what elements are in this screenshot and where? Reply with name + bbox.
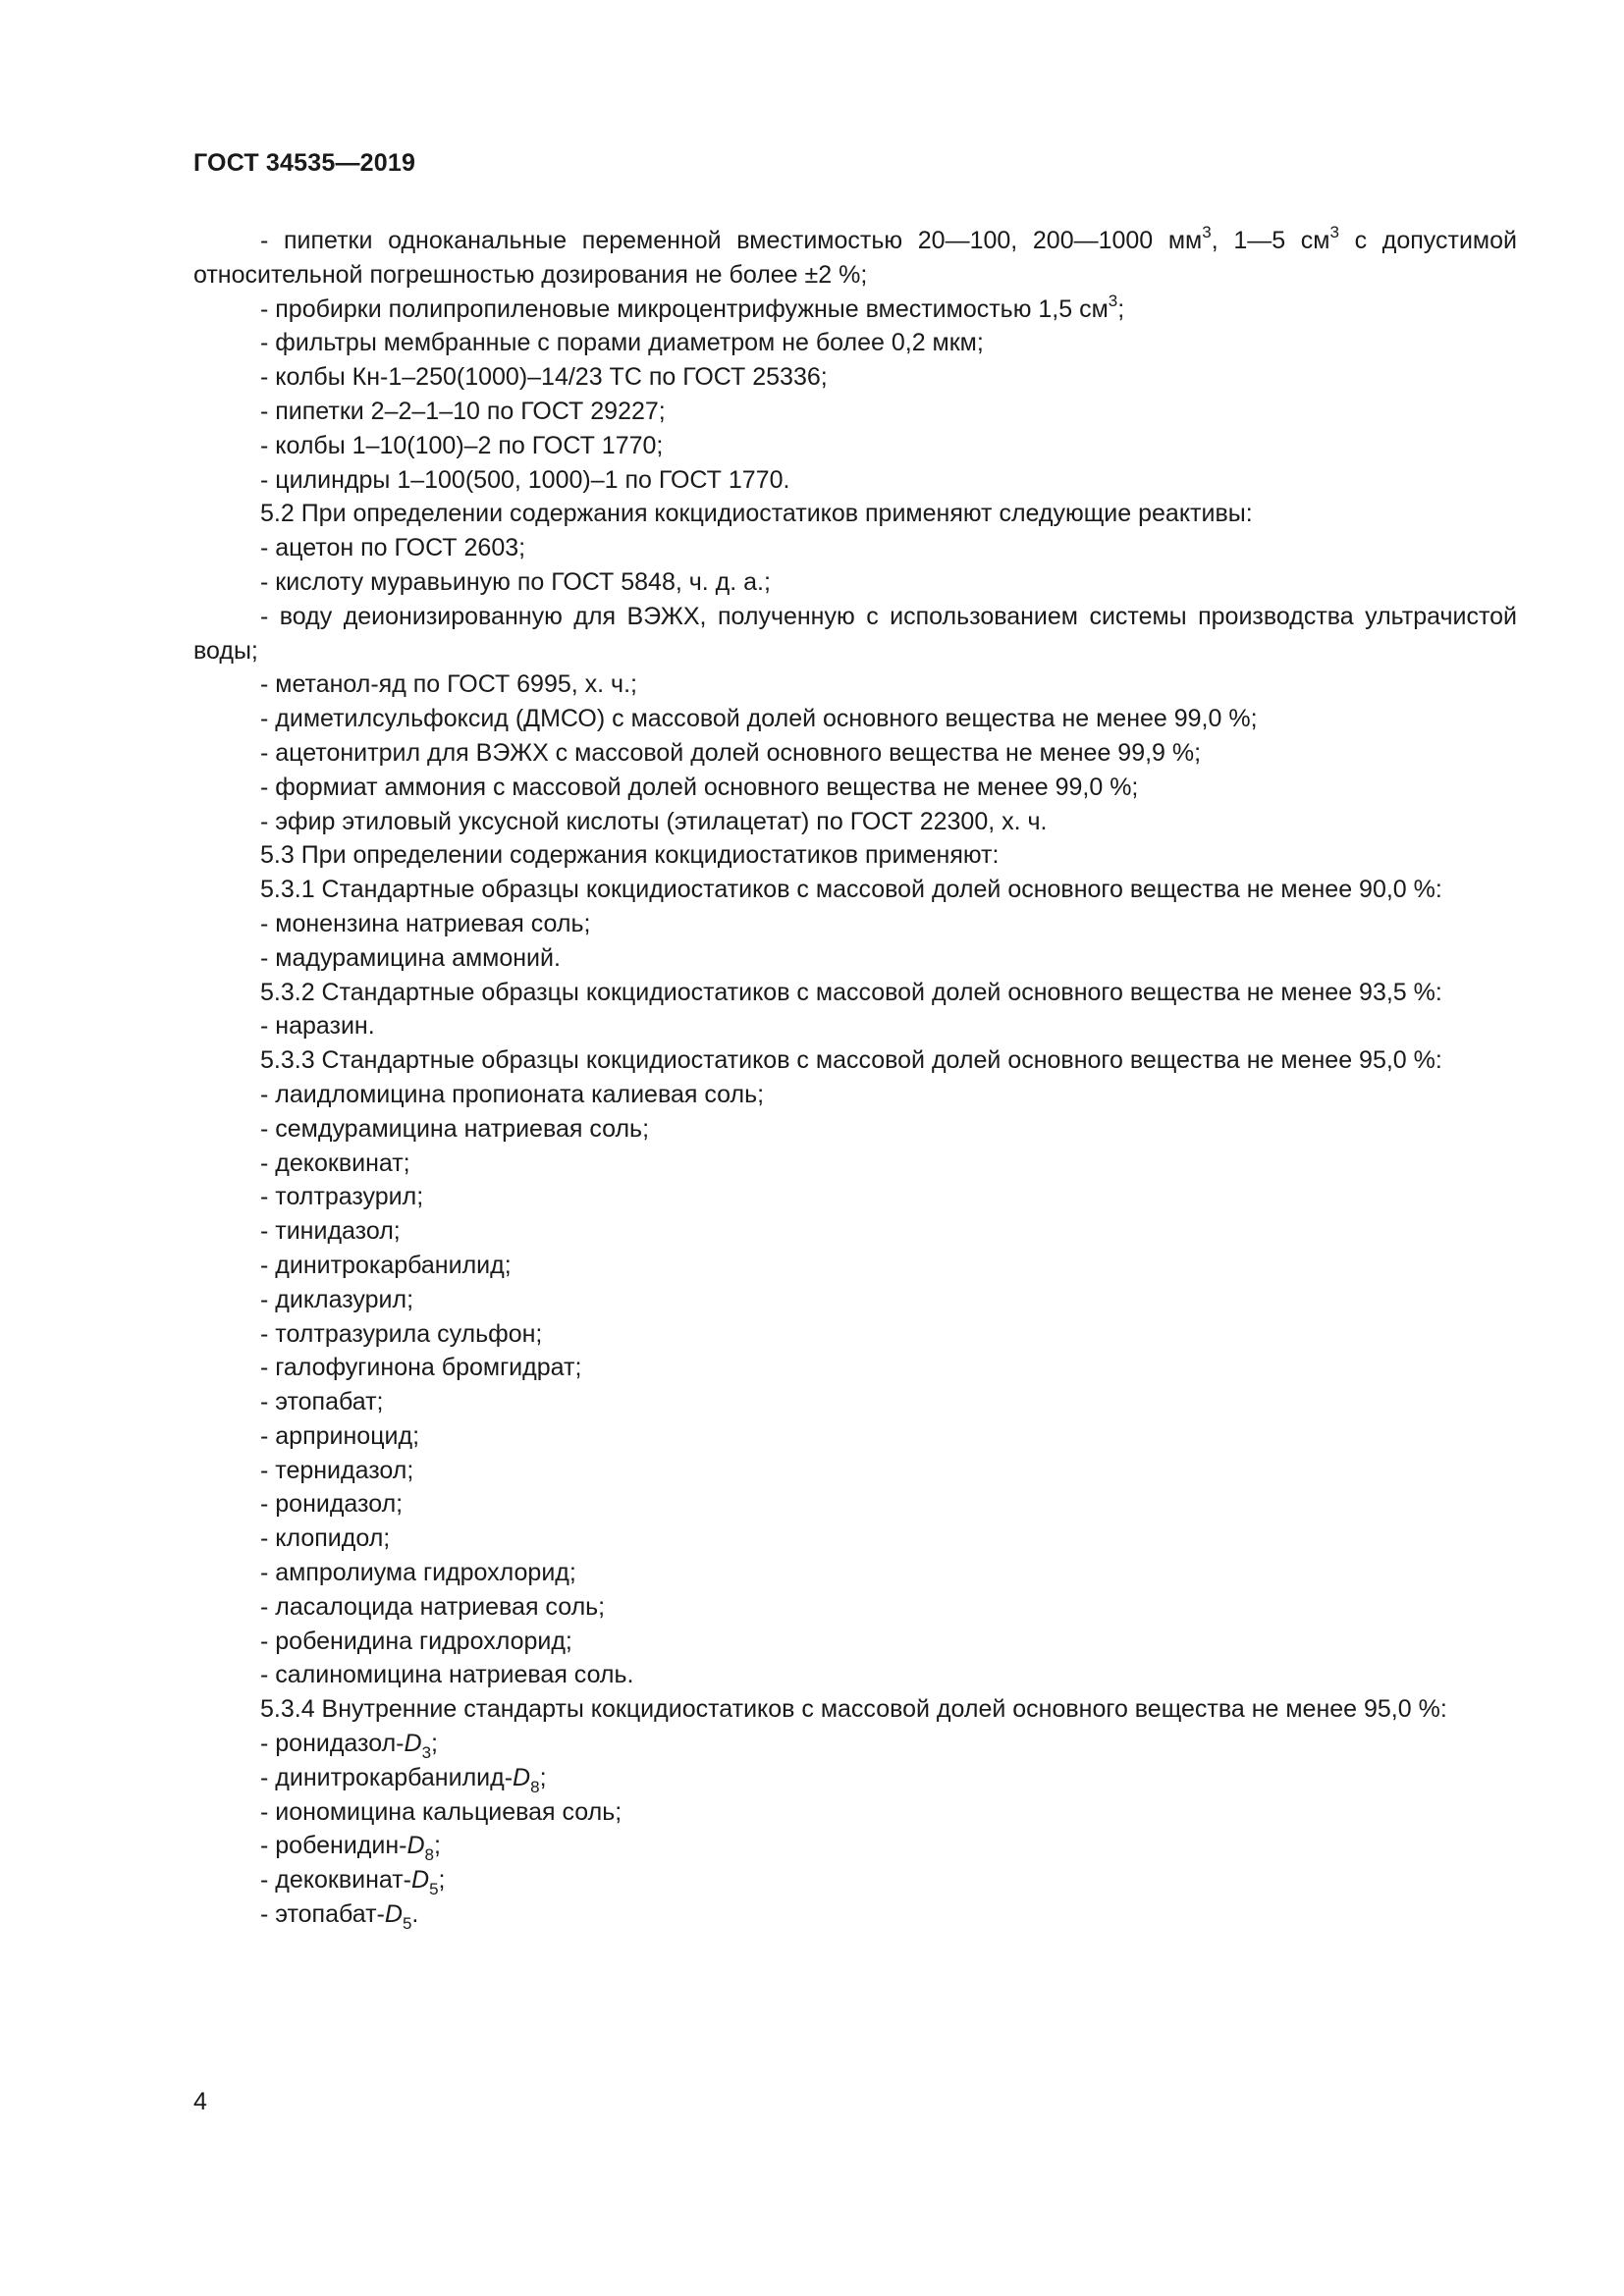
section-5-3-3: 5.3.3 Стандартные образцы кокцидиостатиков с массовой долей основного вещества не менее 95,0 %: — [260, 1046, 1442, 1075]
list-item: - толтразурил; — [260, 1183, 424, 1211]
list-item: - ацетонитрил для ВЭЖХ с массовой долей основного вещества не менее 99,9 %; — [260, 738, 1202, 767]
list-item: - ласалоцида натриевая соль; — [260, 1592, 606, 1621]
list-item: - диклазурил; — [260, 1285, 414, 1313]
list-item: - пипетки одноканальные переменной вместимостью 20—100, 200—1000 $мм^3$, 1—5 $см^3$ с допустимой относительной погрешностью дозирования не более ±2 %; — [193, 223, 1517, 289]
document-body — [193, 224, 1517, 1932]
list-item: - фильтры мембранные с порами диаметром не более 0,2 мкм; — [260, 329, 984, 357]
list-item: - мадурамицина аммоний. — [260, 943, 561, 972]
list-item: - робенидин-$D_8$; — [260, 1832, 441, 1865]
list-item: - ацетон по ГОСТ 2603; — [260, 534, 526, 562]
list-item: - монензина натриевая соль; — [260, 909, 591, 937]
list-item: - колбы 1–10(100)–2 по ГОСТ 1770; — [260, 431, 664, 459]
list-item: - декоквинат-$D_5$; — [260, 1866, 446, 1899]
list-item: - ронидазол; — [260, 1490, 404, 1519]
list-item: - семдурамицина натриевая соль; — [260, 1114, 650, 1143]
list-item: - кислоту муравьиную по ГОСТ 5848, ч. д. а.; — [260, 567, 771, 596]
list-item: - лаидломицина пропионата калиевая соль; — [260, 1080, 765, 1108]
list-item: - галофугинона бромгидрат; — [260, 1354, 582, 1382]
list-item: - арприноцид; — [260, 1421, 420, 1450]
list-item: - ронидазол-$D_3$; — [260, 1730, 438, 1763]
list-item: - диметилсульфоксид (ДМСО) с массовой долей основного вещества не менее 99,0 %; — [260, 705, 1258, 733]
section-5-2: 5.2 При определении содержания кокцидиостатиков применяют следующие реактивы: — [260, 500, 1253, 528]
list-item: - робенидина гидрохлорид; — [260, 1627, 572, 1655]
list-item: - этопабат-$D_5$. — [260, 1900, 419, 1934]
list-item: - ампролиума гидрохлорид; — [260, 1559, 576, 1587]
list-item: - иономицина кальциевая соль; — [260, 1797, 623, 1826]
section-5-3-1: 5.3.1 Стандартные образцы кокцидиостатиков с массовой долей основного вещества не менее 90,0 %: — [260, 876, 1442, 904]
list-item: - динитрокарбанилид-$D_8$; — [260, 1763, 547, 1796]
list-item: - толтразурила сульфон; — [260, 1319, 543, 1348]
section-5-3: 5.3 При определении содержания кокцидиостатиков применяют: — [260, 841, 1000, 870]
list-item: - эфир этиловый уксусной кислоты (этилацетат) по ГОСТ 22300, х. ч. — [260, 807, 1048, 835]
list-item: - колбы Кн-1–250(1000)–14/23 ТС по ГОСТ 25336; — [260, 363, 828, 392]
list-item: - тинидазол; — [260, 1217, 401, 1246]
list-item: - цилиндры 1–100(500, 1000)–1 по ГОСТ 1770. — [260, 465, 790, 494]
list-item: - клопидол; — [260, 1524, 391, 1553]
list-item: - тернидазол; — [260, 1456, 414, 1484]
document-header: ГОСТ 34535—2019 — [193, 149, 416, 177]
list-item: - пипетки 2–2–1–10 по ГОСТ 29227; — [260, 397, 666, 425]
list-item: - наразин. — [260, 1012, 375, 1041]
list-item: - пробирки полипропиленовые микроцентрифужные вместимостью 1,5 $см^3$; — [260, 291, 1125, 323]
list-item: - метанол-яд по ГОСТ 6995, х. ч.; — [260, 670, 637, 699]
page-number: 4 — [193, 2088, 207, 2115]
list-item: - воду деионизированную для ВЭЖХ, полученную с использованием системы производства ультрачистой воды; — [193, 602, 1517, 665]
list-item: - салиномицина натриевая соль. — [260, 1661, 634, 1689]
section-5-3-2: 5.3.2 Стандартные образцы кокцидиостатиков с массовой долей основного вещества не менее 93,5 %: — [260, 978, 1442, 1006]
list-item: - этопабат; — [260, 1388, 384, 1416]
list-item: - формиат аммония с массовой долей основного вещества не менее 99,0 %; — [260, 773, 1139, 801]
list-item: - декоквинат; — [260, 1148, 410, 1177]
section-5-3-4: 5.3.4 Внутренние стандарты кокцидиостатиков с массовой долей основного вещества не менее 95,0 %: — [260, 1695, 1447, 1724]
list-item: - динитрокарбанилид; — [260, 1251, 512, 1279]
